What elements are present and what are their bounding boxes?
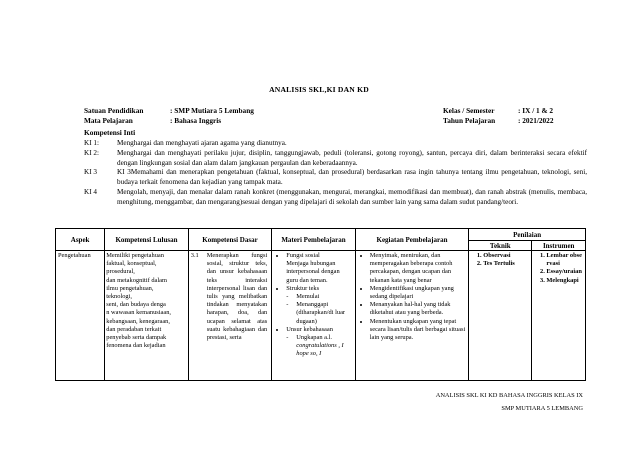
materi-subitem: Ungkapan a.l.	[296, 334, 332, 342]
materi-item: • Struktur teks - Memulai - Menanggapi (diharapkan/di luar dugaan)	[286, 285, 353, 326]
table-row	[56, 251, 586, 381]
satuan-label: Satuan Pendidikan	[84, 106, 144, 115]
materi-subitem-note: (diharapkan/di luar dugaan)	[296, 309, 346, 325]
ki-text: Menghargai dan menghayati ajaran agama yang dianutnya.	[117, 139, 287, 147]
kegiatan-item: • Menyimak, menirukan, dan memperagakan beberapa contoh percakapan, dengan ucapan dan tekanan kata yang benar	[370, 252, 466, 285]
lulusan-line: dan metakognitif dalam	[106, 276, 167, 284]
materi-item-title: Struktur teks	[286, 284, 320, 292]
ki-text: Mengolah, menyaji, dan menalar dalam ranah konkret (menggunakan, mengurai, merangkai, memodifikasi dan membuat), dan ranah abstrak (menulis, membaca, menghitung, menggambar, dan mengarang)sesuai dengan yang dipelajari di sekolah dan sumber lain yang sama dalam sudut pandang/teori.	[117, 188, 587, 206]
materi-subitem-italic: congratulations , I hope so, I	[296, 342, 344, 358]
tahun-label: Tahun Pelajaran	[443, 116, 496, 125]
teknik-item: 1. Observasi	[483, 252, 529, 260]
lulusan-line: prosedural,	[106, 268, 135, 276]
footer-line: SMP MUTIARA 5 LEMBANG	[501, 405, 583, 412]
kegiatan-item: • Menanyakan hal-hal yang tidak diketahui atau yang berbeda.	[370, 301, 466, 317]
kegiatan-item: • Menentukan ungkapan yang tepat secara lisan/tulis dari berbagai situasi lain yang serupa.	[370, 318, 466, 343]
header-kompetensi-lulusan: Kompetensi Lulusan	[105, 229, 189, 251]
lulusan-line: fenomena dan kejadian	[106, 342, 166, 350]
document-title: ANALISIS SKL,KI DAN KD	[269, 85, 369, 94]
header-aspek: Aspek	[56, 229, 105, 251]
cell-materi	[272, 251, 356, 381]
header-teknik: Teknik	[469, 241, 532, 251]
lulusan-line: n wawasan kemanusiaan,	[106, 309, 172, 317]
ki-heading: Kompetensi Inti	[84, 128, 136, 137]
kegiatan-item: • Mengidentifikasi ungkapan yang sedang dipelajari	[370, 285, 466, 301]
kd-number: 3.1	[190, 252, 199, 259]
footer-line: ANALISIS SKL KI KD BAHASA INGGRIS KELAS IX	[435, 392, 583, 399]
materi-item-title: Unsur kebahasaan	[286, 325, 333, 333]
analysis-table	[55, 228, 586, 381]
satuan-value: : SMP Mutiara 5 Lembang	[170, 106, 254, 115]
header-instrumen: Instrumen	[532, 241, 586, 251]
instrumen-item: 3. Melengkapi	[546, 277, 583, 285]
materi-subitem: Menanggapi	[296, 301, 329, 309]
materi-item	[286, 252, 353, 285]
lulusan-line: penyebab serta dampak	[106, 334, 167, 342]
lulusan-line: faktual, konseptual,	[106, 260, 157, 268]
ki-number: KI 1:	[84, 139, 99, 147]
kd-text: Menerapkan fungsi sosial, struktur teks, dan unsur kebahasaan teks interaksi interpersonal lisan dan tulis yang melibatkan tindakan menyatakan harapan, doa, dan ucapan selamat atas suatu kebahagiaan dan prestasi, serta	[206, 252, 268, 342]
header-materi: Materi Pembelajaran	[272, 229, 356, 251]
ki-text: Menghargai dan menghayati perilaku jujur, disiplin, tanggungjawab, peduli (toleransi, gotong royong), santun, percaya diri, dalam berinteraksi secara efektif dengan lingkungan sosial dan alam dalam jangkauan pergaulan dan keberadaannya.	[117, 149, 587, 167]
cell-aspek	[56, 251, 105, 381]
tahun-value: : 2021/2022	[518, 116, 554, 125]
ki-number: KI 4	[84, 188, 97, 196]
aspek-text: Pengetahuan	[58, 252, 91, 259]
instrumen-item: 1. Lembar observasi	[546, 252, 583, 268]
lulusan-line: teknologi,	[106, 293, 132, 301]
teknik-item: 2. Tes Tertulis	[483, 260, 529, 268]
cell-instrumen	[532, 251, 586, 381]
lulusan-line: dan peradaban terkait	[106, 325, 162, 333]
header-kompetensi-dasar: Kompetensi Dasar	[188, 229, 272, 251]
kelas-label: Kelas / Semester	[443, 106, 495, 115]
header-kegiatan: Kegiatan Pembelajaran	[355, 229, 468, 251]
materi-subitem: Memulai	[296, 293, 320, 301]
ki-text: KI 3Memahami dan menerapkan pengetahuan (faktual, konseptual, dan prosedural) berdasarkan rasa ingin tahunya tentang ilmu pengetahuan, teknologi, seni, budaya terkait fenomena dan kejadian yang tampak mata.	[117, 168, 587, 186]
cell-lulusan	[105, 251, 189, 381]
ki-number: KI 3	[84, 168, 97, 176]
lulusan-line: ilmu pengetahuan,	[106, 284, 154, 292]
ki-number: KI 2:	[84, 149, 99, 157]
cell-teknik	[469, 251, 532, 381]
lulusan-line: kebangsaan, kenegaraan,	[106, 317, 170, 325]
mapel-value: : Bahasa Inggris	[170, 116, 222, 125]
cell-kompetensi-dasar	[188, 251, 272, 381]
mapel-label: Mata Pelajaran	[84, 116, 133, 125]
materi-item-text: Menjaga hubungan interpersonal dengan guru dan teman.	[286, 260, 340, 284]
cell-kegiatan	[355, 251, 468, 381]
lulusan-line: Memiliki pengetahuan	[106, 252, 164, 259]
materi-item-title: Fungsi sosial	[286, 252, 320, 259]
header-penilaian: Penilaian	[469, 229, 586, 241]
instrumen-item: 2. Essay/uraian	[546, 268, 583, 276]
kelas-value: : IX / 1 & 2	[518, 106, 554, 115]
materi-item: • Unsur kebahasaan - Ungkapan a.l. congratulations , I hope so, I	[286, 326, 353, 359]
lulusan-line: seni, dan budaya denga	[106, 301, 166, 309]
